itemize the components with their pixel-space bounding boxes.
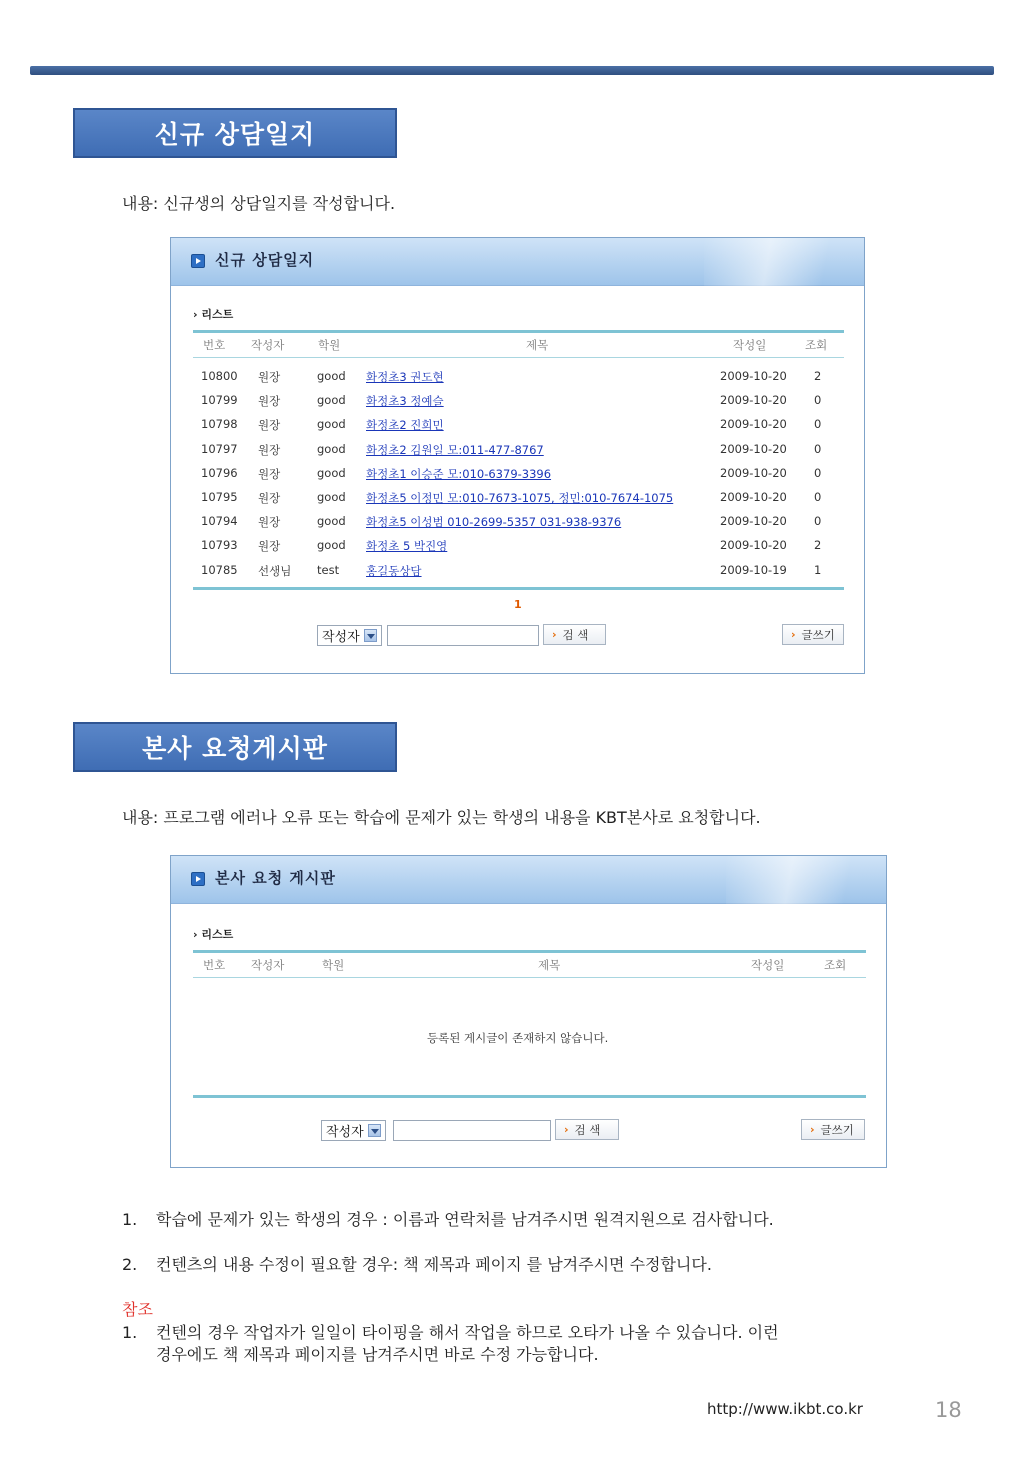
cell-number: 10796	[201, 465, 238, 480]
cell-number: 10785	[201, 562, 238, 577]
cell-views: 1	[814, 562, 822, 577]
cell-number: 10794	[201, 514, 238, 529]
section-title-new-consult: 신규 상담일지	[73, 108, 397, 158]
column-header-author: 작성자	[251, 958, 285, 972]
cell-subject-link[interactable]: 화정초3 권도현	[366, 370, 444, 384]
column-header-number: 번호	[203, 338, 226, 352]
cell-views: 0	[814, 490, 822, 504]
cell-academy: good	[317, 441, 346, 456]
table-top-rule	[193, 950, 866, 953]
reference-number: 1.	[122, 1323, 138, 1342]
column-header-academy: 학원	[318, 338, 341, 352]
cell-author: 원장	[258, 394, 281, 409]
top-divider-bar	[30, 66, 994, 75]
cell-date: 2009-10-20	[720, 490, 787, 504]
cell-subject-link[interactable]: 화정초2 김원일 모:011-477-8767	[366, 442, 544, 457]
search-button[interactable]	[543, 624, 606, 645]
cell-views: 0	[814, 393, 822, 408]
cell-views: 0	[814, 465, 822, 480]
cell-author: 원장	[258, 491, 281, 505]
search-field-value: 작성자	[322, 630, 360, 645]
panel-header	[171, 238, 864, 286]
cell-subject-link[interactable]: 화정초1 이승준 모:010-6379-3396	[366, 466, 552, 481]
reference-text-line1: 컨텐의 경우 작업자가 일일이 타이핑을 해서 작업을 하므로 오타가 나올 수 있습니다. 이런	[156, 1323, 779, 1342]
cell-subject-link[interactable]: 화정초 5 박진영	[366, 539, 448, 554]
column-header-academy: 학원	[322, 958, 345, 972]
cell-academy: test	[317, 562, 340, 577]
search-input[interactable]	[393, 1120, 551, 1141]
cell-academy: good	[317, 369, 346, 383]
note-item	[122, 1207, 774, 1230]
cell-number: 10793	[201, 538, 238, 553]
column-header-views: 조회	[805, 338, 828, 352]
cell-views: 0	[814, 514, 822, 529]
reference-label: 참조	[122, 1300, 153, 1319]
panel-header	[171, 856, 886, 904]
header-decoration	[726, 856, 886, 904]
chevron-right-icon: ›	[810, 1123, 815, 1136]
search-button-label: 검 색	[574, 1122, 601, 1137]
cell-academy: good	[317, 465, 346, 480]
header-decoration	[704, 238, 864, 286]
chevron-right-icon: ›	[791, 628, 796, 641]
search-field-select[interactable]	[317, 625, 382, 646]
cell-date: 2009-10-19	[720, 562, 787, 577]
chevron-down-icon	[368, 1124, 381, 1137]
cell-author: 선생님	[258, 563, 292, 578]
cell-academy: good	[317, 490, 346, 504]
cell-views: 0	[814, 441, 822, 456]
table-bottom-rule	[193, 1095, 866, 1098]
play-bullet-icon	[191, 254, 205, 268]
chevron-right-icon: ›	[552, 628, 557, 641]
chevron-right-icon: ›	[564, 1123, 569, 1136]
column-header-subject: 제목	[538, 958, 561, 972]
cell-date: 2009-10-20	[720, 538, 787, 553]
list-label: › 리스트	[193, 928, 234, 941]
cell-subject-link[interactable]: 화정초2 진희민	[366, 418, 444, 433]
cell-academy: good	[317, 417, 346, 432]
cell-academy: good	[317, 514, 346, 529]
cell-views: 2	[814, 538, 822, 553]
write-button-label: 글쓰기	[820, 1122, 854, 1137]
cell-author: 원장	[258, 418, 281, 433]
cell-views: 0	[814, 417, 822, 432]
column-header-date: 작성일	[733, 338, 767, 352]
cell-date: 2009-10-20	[720, 441, 787, 456]
empty-list-message: 등록된 게시글이 존재하지 않습니다.	[427, 1031, 609, 1045]
write-button[interactable]	[801, 1119, 865, 1140]
cell-date: 2009-10-20	[720, 465, 787, 480]
footer-url[interactable]: http://www.ikbt.co.kr	[707, 1400, 863, 1418]
column-header-author: 작성자	[251, 338, 285, 352]
cell-author: 원장	[258, 515, 281, 530]
column-header-subject: 제목	[526, 338, 549, 352]
hq-request-panel	[170, 855, 887, 1168]
chevron-down-icon	[364, 629, 377, 642]
cell-date: 2009-10-20	[720, 514, 787, 529]
cell-date: 2009-10-20	[720, 417, 787, 432]
header-divider	[193, 357, 844, 358]
panel-title: 본사 요청 게시판	[215, 869, 336, 887]
note-text: 컨텐츠의 내용 수정이 필요할 경우: 책 제목과 페이지 를 남겨주시면 수정합니다.	[156, 1255, 712, 1274]
cell-number: 10795	[201, 490, 238, 504]
header-divider	[193, 977, 866, 978]
panel-title: 신규 상담일지	[215, 251, 315, 269]
search-input[interactable]	[387, 625, 539, 646]
cell-author: 원장	[258, 370, 281, 384]
note-text: 학습에 문제가 있는 학생의 경우 : 이름과 연락처를 남겨주시면 원격지원으로 검사합니다.	[156, 1210, 774, 1229]
cell-number: 10798	[201, 417, 238, 432]
column-header-date: 작성일	[751, 958, 785, 972]
page-number: 18	[935, 1398, 962, 1422]
cell-number: 10799	[201, 393, 238, 408]
consult-log-panel	[170, 237, 865, 674]
note-item	[122, 1252, 712, 1275]
cell-academy: good	[317, 538, 346, 553]
cell-subject-link[interactable]: 홍길동상담	[366, 563, 422, 578]
write-button-label: 글쓰기	[801, 627, 835, 642]
note-number: 2.	[122, 1255, 138, 1274]
column-header-number: 번호	[203, 958, 226, 972]
cell-number: 10800	[201, 369, 238, 383]
cell-author: 원장	[258, 539, 281, 554]
cell-number: 10797	[201, 441, 238, 456]
note-number: 1.	[122, 1210, 138, 1229]
section-description: 내용: 신규생의 상담일지를 작성합니다.	[122, 194, 396, 213]
cell-views: 2	[814, 369, 822, 383]
search-field-select[interactable]	[321, 1120, 386, 1141]
cell-author: 원장	[258, 442, 281, 457]
section-description: 내용: 프로그램 에러나 오류 또는 학습에 문제가 있는 학생의 내용을 KBT본사로 요청합니다.	[122, 808, 761, 827]
cell-date: 2009-10-20	[720, 369, 787, 383]
write-button[interactable]	[782, 624, 844, 645]
cell-subject-link[interactable]: 화정초5 이성범 010-2699-5357 031-938-9376	[366, 515, 622, 530]
cell-subject-link[interactable]: 화정초5 이정민 모:010-7673-1075, 정민:010-7674-1075	[366, 491, 674, 505]
list-label: › 리스트	[193, 308, 234, 321]
table-bottom-rule	[193, 587, 844, 590]
search-button-label: 검 색	[562, 627, 589, 642]
table-top-rule	[193, 330, 844, 333]
cell-academy: good	[317, 393, 346, 408]
pagination-current-page[interactable]: 1	[514, 598, 522, 611]
cell-subject-link[interactable]: 화정초3 정예슬	[366, 394, 444, 409]
cell-date: 2009-10-20	[720, 393, 787, 408]
search-field-value: 작성자	[326, 1125, 364, 1140]
column-header-views: 조회	[824, 958, 847, 972]
search-button[interactable]	[555, 1119, 619, 1140]
section-title-hq-request: 본사 요청게시판	[73, 722, 397, 772]
reference-text-line2: 경우에도 책 제목과 페이지를 남겨주시면 바로 수정 가능합니다.	[156, 1345, 599, 1364]
play-bullet-icon	[191, 872, 205, 886]
cell-author: 원장	[258, 466, 281, 481]
reference-item	[122, 1320, 779, 1343]
